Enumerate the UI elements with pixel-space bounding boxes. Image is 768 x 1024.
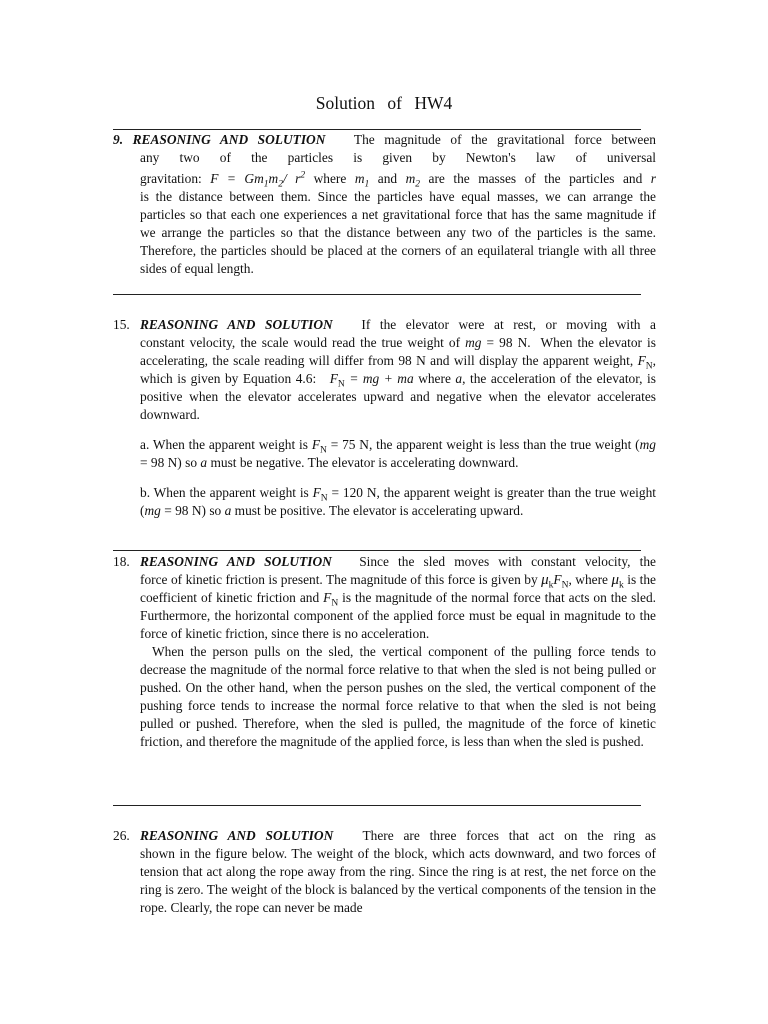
problem-26	[113, 827, 656, 917]
heading-text: The magnitude of the gravitational force between	[353, 132, 656, 147]
problem-26-body	[113, 845, 656, 917]
problem-9-rest: is the distance between them. Since the particles have equal masses, we can arrange the particles so that each one experiences a net gravitational force that has the same magnitude if we arrange the particles so that the distance between any two of the particles is the same. Therefore, the particles should be placed at the corners of an equilateral triangle with all three sides of equal length.	[140, 189, 656, 276]
gravitation-formula: $F = Gm_1m_2/$ $r^2$	[210, 170, 306, 190]
page-title: Solution of HW4	[315, 93, 453, 113]
problem-number: 26.	[113, 828, 130, 843]
gravitation-label: gravitation:	[140, 171, 202, 186]
problem-number: 18.	[113, 554, 130, 569]
problem-number: 15.	[113, 317, 130, 332]
problem-9	[113, 131, 656, 278]
problem-26-heading	[113, 827, 656, 845]
divider	[113, 550, 641, 551]
problem-9-heading	[113, 131, 656, 149]
problem-number: 9.	[113, 132, 124, 147]
problem-18-heading	[113, 553, 656, 571]
part-a: a. When the apparent weight is $F_N = 75$ N, the apparent weight is less than the true weight (mg = 98 N) so a must be negative. The elevator is accelerating downward.	[140, 437, 656, 470]
divider	[113, 129, 641, 130]
heading-text: There are three forces that act on the ring as	[362, 828, 656, 843]
problem-26-text: shown in the figure below. The weight of the block, which acts downward, and two forces of tension that act along the rope away from the ring. Since the ring is at rest, the net force on the ring is zero. The weight of the block is balanced by the vertical components of the tension in the rope. Clearly, the rope can never be made	[140, 846, 656, 915]
problem-15-heading	[113, 316, 656, 334]
reasoning-label: REASONING AND SOLUTION	[140, 317, 333, 332]
problem-18	[113, 553, 656, 751]
divider	[113, 294, 641, 295]
problem-18-text: force of kinetic friction is present. The magnitude of this force is given by $\mu_kF_N$, where $\mu_k$ is the coefficient of kinetic friction and $F_N$ is the magnitude of the normal force that acts on the sled. Furthermore, the horizontal component of the applied force must be equal in magnitude to the force of kinetic friction, since there is no acceleration.	[140, 572, 657, 641]
problem-9-body	[113, 149, 656, 278]
reasoning-label: REASONING AND SOLUTION	[132, 132, 326, 147]
formula-line: gravitation: $F = Gm_1m_2/$ $r^2$ where $m_1$ and $m_2$ are the masses of the particles and r	[140, 170, 656, 190]
equation-4-6: $F_N$ = mg + ma	[329, 371, 414, 390]
heading-text: Since the sled moves with constant velocity, the	[359, 554, 657, 569]
problem-15	[113, 316, 656, 520]
reasoning-label: REASONING AND SOLUTION	[140, 828, 334, 843]
divider	[113, 805, 641, 806]
problem-18-body	[113, 571, 656, 751]
body-line: any two of the particles is given by Newton's law of universal	[140, 150, 656, 165]
reasoning-label: REASONING AND SOLUTION	[140, 554, 332, 569]
part-b: b. When the apparent weight is $F_N = 120$ N, the apparent weight is greater than the true weight (mg = 98 N) so a must be positive. The elevator is accelerating upward.	[140, 485, 656, 518]
friction-formula: $\mu_kF_N$	[541, 572, 569, 591]
problem-15-text: constant velocity, the scale would read the true weight of mg = 98 N. When the elevator is accelerating, the scale reading will differ from 98 N and will display the apparent weight, $F_N$, which is given by Equation 4.6: $F_N$ = mg + ma where a, the acceleration of the elevator, is positive when the elevator accelerates upward and negative when the elevator accelerates downward.	[140, 335, 656, 422]
problem-18-para2: When the person pulls on the sled, the vertical component of the pulling force tends to decrease the magnitude of the normal force relative to that when the sled is not being pulled or pushed. On the other hand, when the person pushes on the sled, the vertical component of the pushing force tends to increase the normal force relative to that when the sled is not being pulled or pushed. Therefore, when the sled is pulled, the magnitude of the force of kinetic friction, and therefore the magnitude of the applied force, is less than when the sled is pushed.	[140, 644, 656, 749]
problem-15-body	[113, 334, 656, 520]
heading-text: If the elevator were at rest, or moving with a	[361, 317, 656, 332]
